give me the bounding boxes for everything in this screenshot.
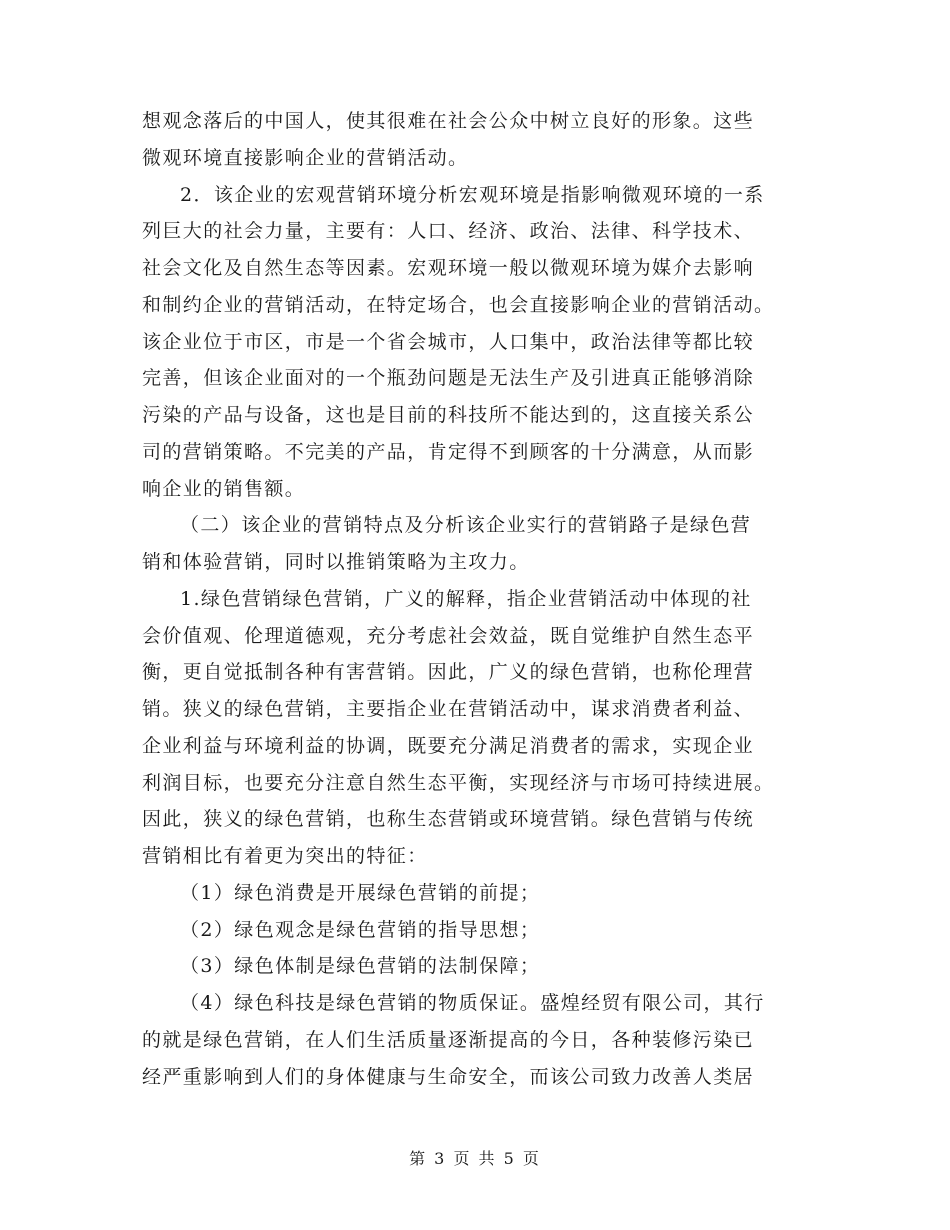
text-line: 社会文化及自然生态等因素。宏观环境一般以微观环境为媒介去影响 [142, 257, 755, 279]
text-line: 列巨大的社会力量，主要有：人口、经济、政治、法律、科学技术、 [142, 220, 755, 243]
text-line: 经严重影响到人们的身体健康与生命安全，而该公司致力改善人类居 [142, 1065, 755, 1088]
text-line: （二）该企业的营销特点及分析该企业实行的营销路子是绿色营 [180, 514, 752, 537]
text-line: 的就是绿色营销，在人们生活质量逐渐提高的今日，各种装修污染已 [142, 1028, 755, 1051]
text-line: 企业利益与环境利益的协调，既要充分满足消费者的需求，实现企业 [142, 734, 755, 757]
body-text [142, 103, 806, 1095]
text-line: 该企业位于市区，市是一个省会城市，人口集中，政治法律等都比较 [142, 330, 755, 353]
text-line: 1.绿色营销绿色营销，广义的解释，指企业营销活动中体现的社 [180, 587, 752, 610]
text-line: 营销相比有着更为突出的特征： [142, 845, 428, 867]
text-line: 和制约企业的营销活动，在特定场合，也会直接影响企业的营销活动。 [142, 293, 775, 316]
text-line: 司的营销策略。不完美的产品，肯定得不到顾客的十分满意，从而影 [142, 440, 755, 463]
text-line: 想观念落后的中国人，使其很难在社会公众中树立良好的形象。这些 [142, 110, 755, 132]
page-footer: 第 3 页 共 5 页 [409, 1149, 541, 1168]
text-line: 销。狭义的绿色营销，主要指企业在营销活动中，谋求消费者利益、 [142, 698, 755, 720]
text-line: 污染的产品与设备，这也是目前的科技所不能达到的，这直接关系公 [142, 404, 755, 426]
text-line: （1）绿色消费是开展绿色营销的前提； [180, 881, 541, 904]
text-line: 完善，但该企业面对的一个瓶劲问题是无法生产及引进真正能够消除 [142, 367, 755, 390]
text-line: （4）绿色科技是绿色营销的物质保证。盛煌经贸有限公司，其行 [180, 992, 765, 1014]
text-line: 销和体验营销，同时以推销策略为主攻力。 [142, 551, 530, 573]
text-line: 2．该企业的宏观营销环境分析宏观环境是指影响微观环境的一系 [180, 183, 765, 206]
text-line: （3）绿色体制是绿色营销的法制保障； [180, 955, 541, 978]
text-line: 会价值观、伦理道德观，充分考虑社会效益，既自觉维护自然生态平 [142, 624, 755, 647]
text-line: 因此，狭义的绿色营销，也称生态营销或环境营销。绿色营销与传统 [142, 808, 755, 831]
text-line: 衡，更自觉抵制各种有害营销。因此，广义的绿色营销，也称伦理营 [142, 661, 755, 684]
text-line: 微观环境直接影响企业的营销活动。 [142, 146, 469, 169]
text-line: 响企业的销售额。 [142, 477, 306, 500]
text-line: 利润目标，也要充分注意自然生态平衡，实现经济与市场可持续进展。 [142, 771, 775, 794]
text-line: （2）绿色观念是绿色营销的指导思想； [180, 918, 541, 941]
